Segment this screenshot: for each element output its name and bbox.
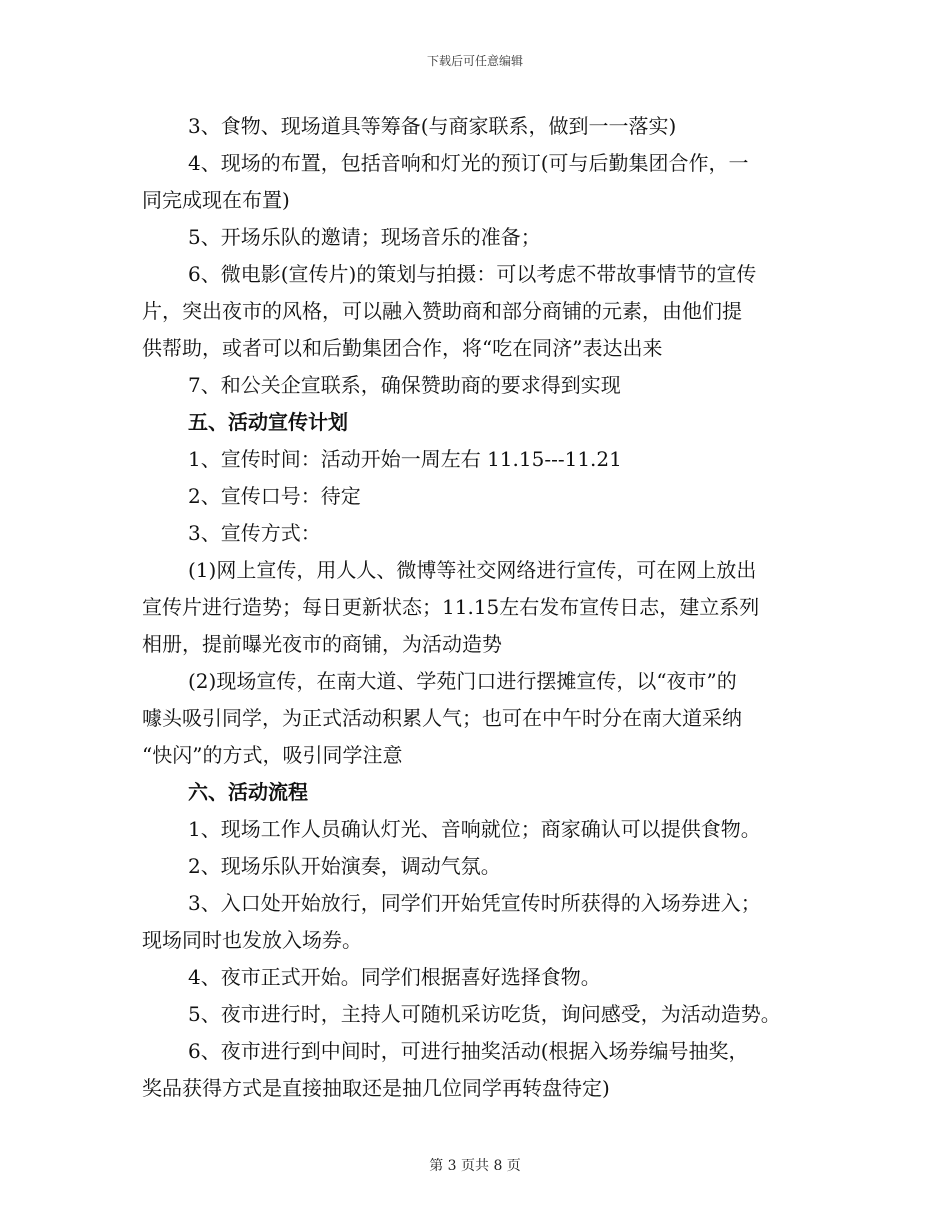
- paragraph-line: 6、微电影(宣传片)的策划与拍摄：可以考虑不带故事情节的宣传: [188, 262, 757, 286]
- paragraph-line: 7、和公关企宣联系，确保赞助商的要求得到实现: [188, 373, 621, 397]
- paragraph-line: (1)网上宣传，用人人、微博等社交网络进行宣传，可在网上放出: [188, 558, 757, 582]
- paragraph-line: 5、夜市进行时，主持人可随机采访吃货，询问感受，为活动造势。: [188, 1002, 781, 1026]
- paragraph-line: 6、夜市进行到中间时，可进行抽奖活动(根据入场券编号抽奖，: [188, 1039, 749, 1063]
- paragraph-line: 4、夜市正式开始。同学们根据喜好选择食物。: [188, 965, 601, 989]
- section-heading: 六、活动流程: [188, 780, 308, 804]
- paragraph-line: 奖品获得方式是直接抽取还是抽几位同学再转盘待定): [142, 1076, 610, 1100]
- paragraph-line: 3、入口处开始放行，同学们开始凭宣传时所获得的入场券进入；: [188, 891, 761, 915]
- page-header-note: 下载后可任意编辑: [426, 54, 523, 68]
- paragraph-line: 现场同时也发放入场券。: [142, 928, 362, 952]
- paragraph-line: 片，突出夜市的风格，可以融入赞助商和部分商铺的元素，由他们提: [142, 299, 742, 323]
- paragraph-line: 供帮助，或者可以和后勤集团合作，将“吃在同济”表达出来: [142, 336, 663, 360]
- paragraph-line: 2、现场乐队开始演奏，调动气氛。: [188, 854, 501, 878]
- page-number-footer: 第 3 页共 8 页: [429, 1158, 521, 1174]
- document-body: [142, 108, 822, 1107]
- paragraph-line: (2)现场宣传，在南大道、学苑门口进行摆摊宣传，以“夜市”的: [188, 669, 737, 693]
- paragraph-line: 1、宣传时间：活动开始一周左右 11.15---11.21: [188, 447, 622, 471]
- paragraph-line: 宣传片进行造势；每日更新状态；11.15左右发布宣传日志，建立系列: [142, 595, 760, 619]
- section-heading: 五、活动宣传计划: [188, 410, 348, 434]
- paragraph-line: 5、开场乐队的邀请；现场音乐的准备；: [188, 225, 541, 249]
- paragraph-line: 3、食物、现场道具等筹备(与商家联系，做到一一落实): [188, 114, 677, 138]
- paragraph-line: 1、现场工作人员确认灯光、音响就位；商家确认可以提供食物。: [188, 817, 761, 841]
- paragraph-line: 同完成现在布置): [142, 188, 290, 212]
- paragraph-line: 3、宣传方式：: [188, 521, 321, 545]
- paragraph-line: 2、宣传口号：待定: [188, 484, 361, 508]
- paragraph-line: 4、现场的布置，包括音响和灯光的预订(可与后勤集团合作，一: [188, 151, 749, 175]
- paragraph-line: 相册，提前曝光夜市的商铺，为活动造势: [142, 632, 502, 656]
- paragraph-line: 噱头吸引同学，为正式活动积累人气；也可在中午时分在南大道采纳: [142, 706, 742, 730]
- paragraph-line: “快闪”的方式，吸引同学注意: [142, 743, 403, 767]
